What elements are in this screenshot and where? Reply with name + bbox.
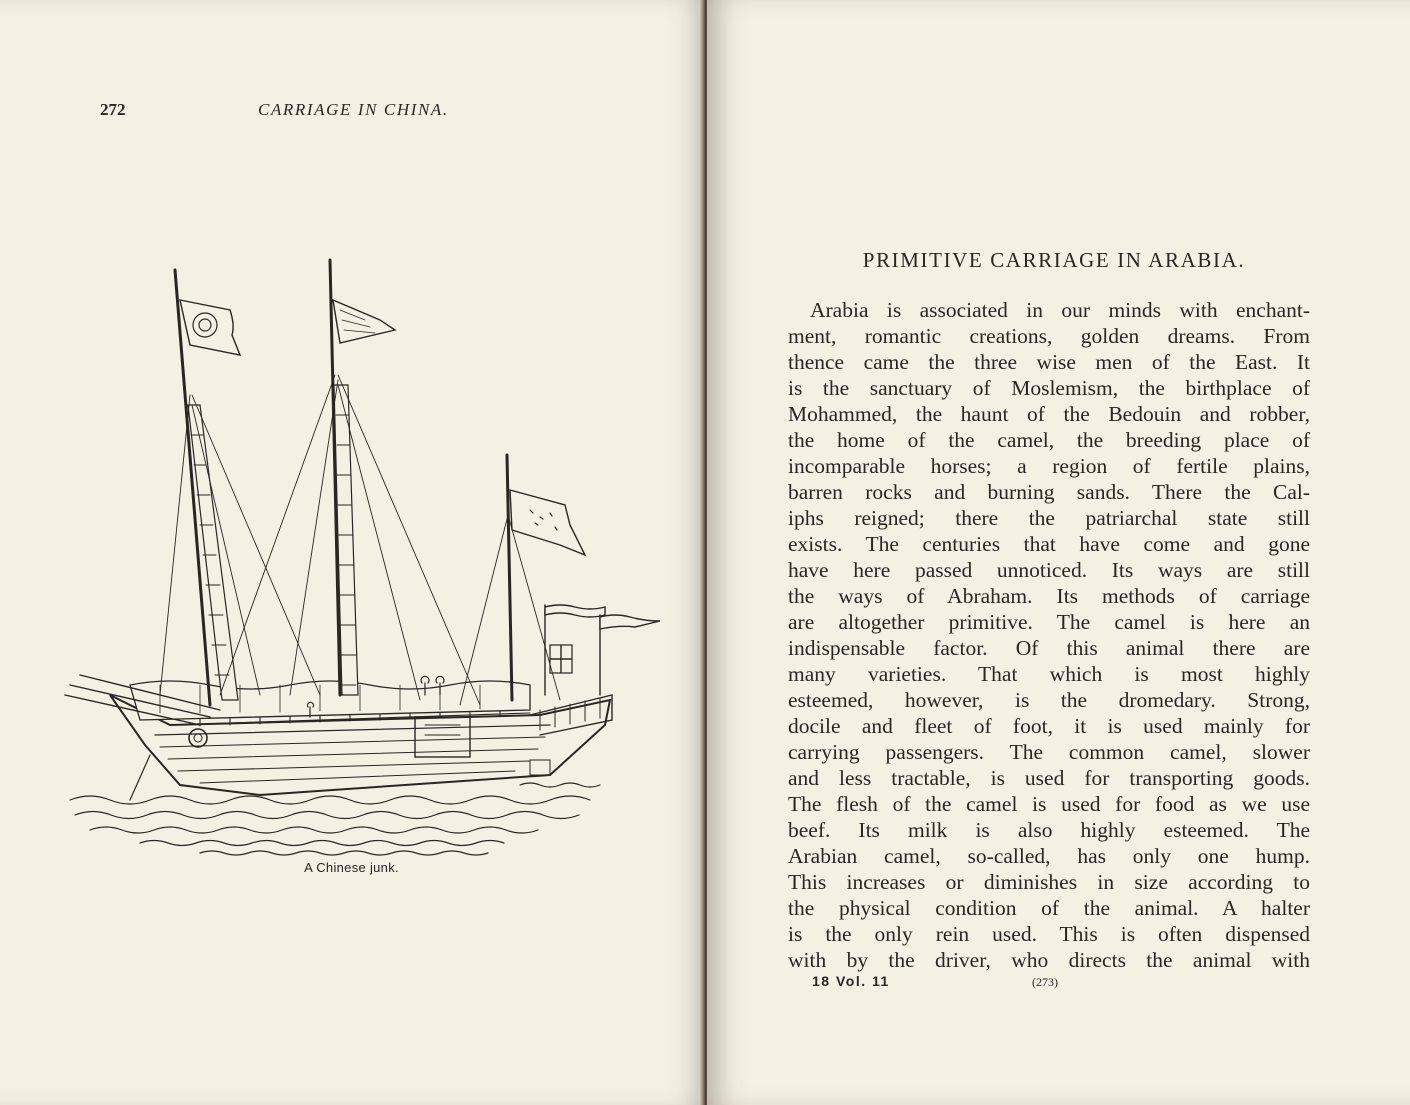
anchor-line: [130, 755, 150, 800]
signature-mark: 18 Vol. 11: [812, 973, 890, 989]
text-line: and less tractable, is used for transporting goods.: [788, 766, 1310, 790]
text-line: Arabian camel, so-called, has only one hump.: [788, 844, 1310, 868]
running-head: [0, 100, 703, 124]
waves: [70, 783, 600, 855]
left-page: [0, 0, 703, 1105]
running-head-title: CARRIAGE IN CHINA.: [258, 100, 449, 119]
text-line: many varieties. That which is most highly: [788, 662, 1310, 686]
chapter-title: PRIMITIVE CARRIAGE IN ARABIA.: [862, 248, 1246, 272]
text-line: is the sanctuary of Moslemism, the birthplace of: [788, 376, 1310, 400]
text-line: the physical condition of the animal. A halter: [788, 896, 1310, 920]
text-line: barren rocks and burning sands. There the Cal-: [788, 480, 1310, 504]
text-line: exists. The centuries that have come and gone: [788, 532, 1310, 556]
text-line: indispensable factor. Of this animal there are: [788, 636, 1310, 660]
text-line: the ways of Abraham. Its methods of carriage: [788, 584, 1310, 608]
text-line: docile and fleet of foot, it is used mainly for: [788, 714, 1310, 738]
text-line: the home of the camel, the breeding place of: [788, 428, 1310, 452]
text-line: The flesh of the camel is used for food as we use: [788, 792, 1310, 816]
text-line: with by the driver, who directs the animal with: [788, 948, 1310, 972]
text-line: iphs reigned; there the patriarchal state still: [788, 506, 1310, 530]
text-line: incomparable horses; a region of fertile plains,: [788, 454, 1310, 478]
figure-caption: A Chinese junk.: [304, 860, 399, 875]
text-line: are altogether primitive. The camel is here an: [788, 610, 1310, 634]
text-line: Mohammed, the haunt of the Bedouin and robber,: [788, 402, 1310, 426]
text-line: ment, romantic creations, golden dreams. From: [788, 324, 1310, 348]
page-folio: (273): [1032, 975, 1058, 989]
page-number: 272: [100, 100, 126, 119]
text-line: is the only rein used. This is often dispensed: [788, 922, 1310, 946]
text-line: carrying passengers. The common camel, slower: [788, 740, 1310, 764]
body-text: [788, 297, 1310, 973]
text-line: have here passed unnoticed. Its ways are still: [788, 558, 1310, 582]
text-line: This increases or diminishes in size according to: [788, 870, 1310, 894]
text-line: thence came the three wise men of the East. It: [788, 350, 1310, 374]
flags: [180, 300, 660, 695]
text-line: Arabia is associated in our minds with enchant-: [810, 298, 1310, 322]
text-line: beef. Its milk is also highly esteemed. The: [788, 818, 1310, 842]
text-line: esteemed, however, is the dromedary. Strong,: [788, 688, 1310, 712]
right-page: [707, 0, 1410, 1105]
chinese-junk-illustration: [60, 255, 670, 860]
